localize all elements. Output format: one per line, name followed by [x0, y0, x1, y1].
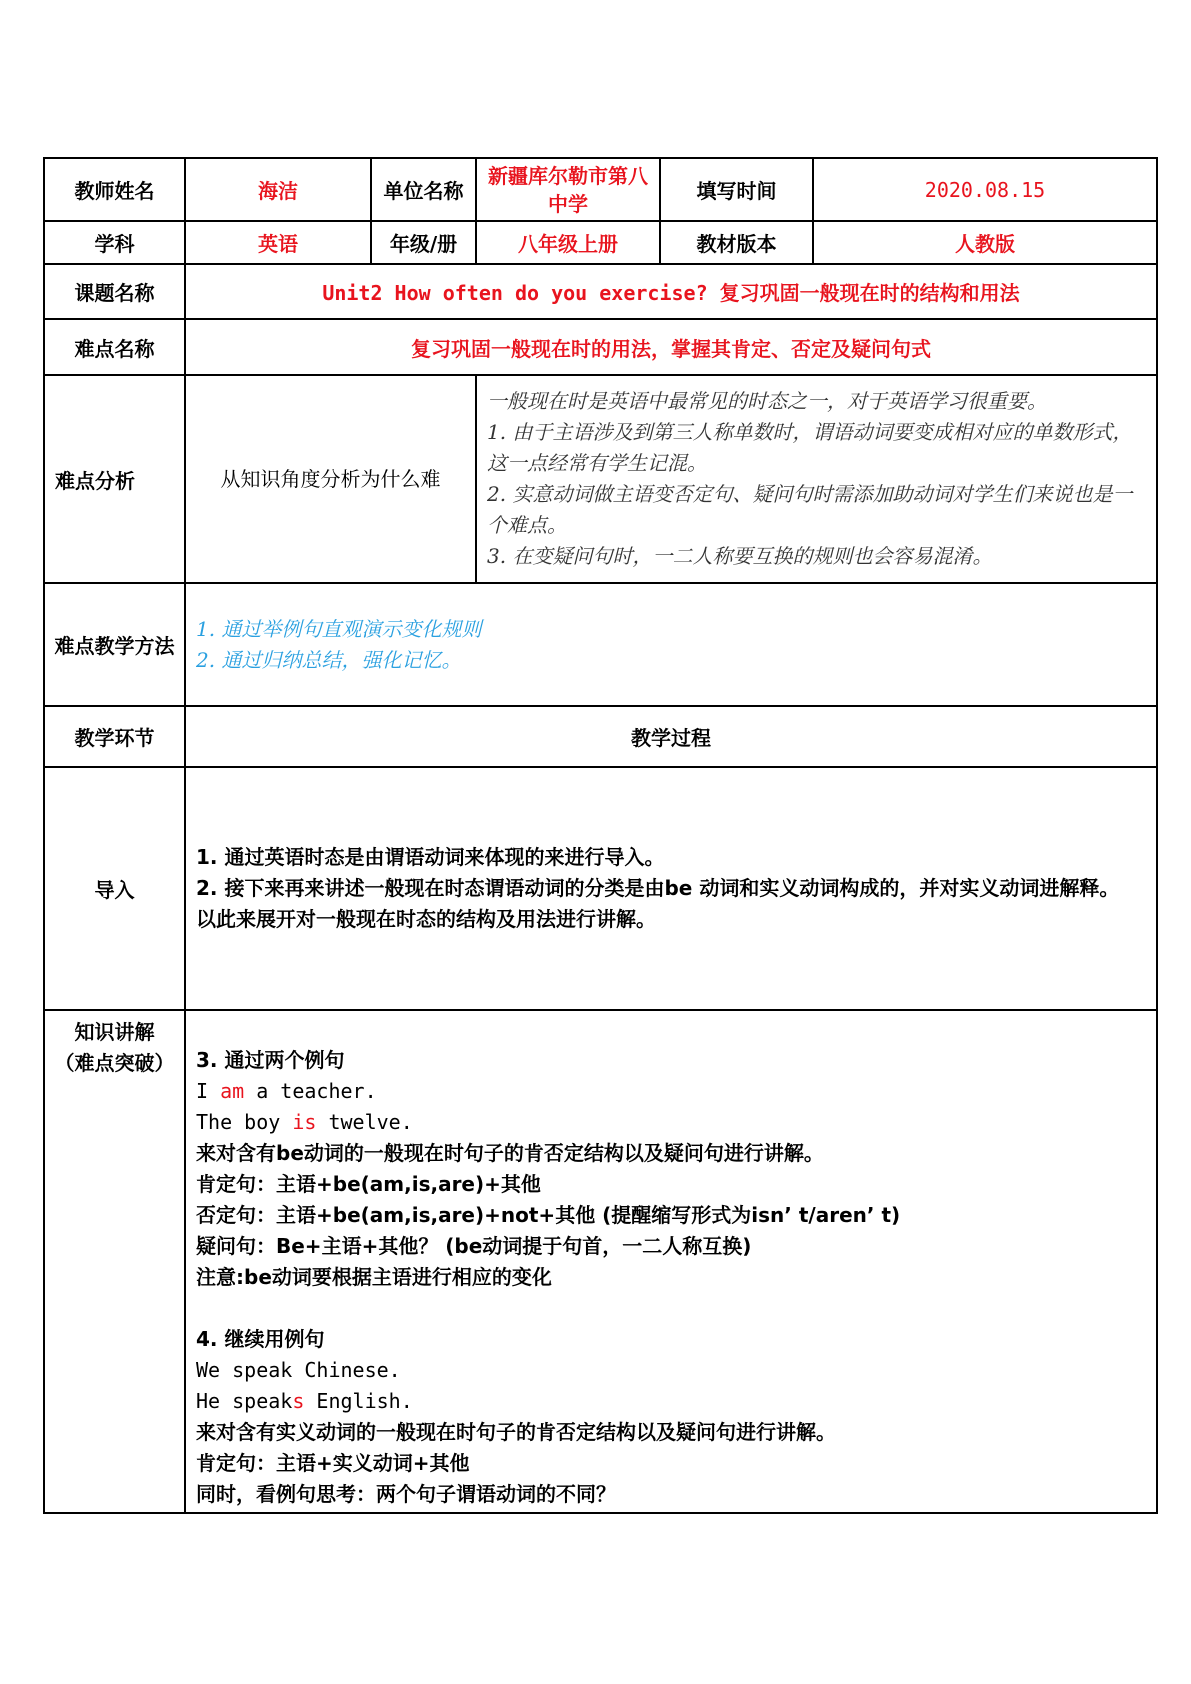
example-text: I — [196, 1079, 221, 1103]
teacher-value: 海洁 — [185, 158, 371, 221]
example-text: The boy — [196, 1110, 293, 1134]
verb-suffix-highlight: s — [292, 1389, 305, 1413]
example-sentence-4 — [196, 1386, 1146, 1417]
analysis-label: 难点分析 — [44, 375, 185, 583]
example-text: He speak — [196, 1389, 293, 1413]
difficulty-value: 复习巩固一般现在时的用法，掌握其肯定、否定及疑问句式 — [185, 319, 1157, 375]
analysis-line: 3. 在变疑问句时，一二人称要互换的规则也会容易混淆。 — [487, 544, 993, 568]
analysis-line: 一般现在时是英语中最常见的时态之一，对于英语学习很重要。 — [487, 389, 1047, 413]
example-text: twelve. — [316, 1110, 413, 1134]
header-row-2 — [44, 221, 1157, 264]
knowledge-label-1: 知识讲解 — [74, 1020, 155, 1044]
section-3-line: 疑问句：Be+主语+其他？ (be动词提于句首，一二人称互换) — [196, 1234, 752, 1258]
date-value: 2020.08.15 — [813, 158, 1157, 221]
edition-label: 教材版本 — [660, 221, 813, 264]
example-text: a teacher. — [244, 1079, 377, 1103]
edition-value: 人教版 — [813, 221, 1157, 264]
intro-line: 1. 通过英语时态是由谓语动词来体现的来进行导入。 — [196, 845, 665, 869]
analysis-sub-label: 从知识角度分析为什么难 — [185, 375, 476, 583]
section-3-line: 肯定句：主语+be(am,is,are)+其他 — [196, 1172, 541, 1196]
analysis-line: 1. 由于主语涉及到第三人称单数时，谓语动词要变成相对应的单数形式，这一点经常有学生记混。 — [487, 420, 1133, 475]
be-verb-highlight: am — [220, 1079, 245, 1103]
subject-label: 学科 — [44, 221, 185, 264]
intro-content — [185, 767, 1157, 1010]
method-item: 2. 通过归纳总结，强化记忆。 — [196, 647, 462, 672]
section-4-title: 4. 继续用例句 — [196, 1327, 325, 1351]
grade-value: 八年级上册 — [476, 221, 660, 264]
section-4-line: 肯定句：主语+实义动词+其他 — [196, 1451, 470, 1475]
section-3-line: 否定句：主语+be(am,is,are)+not+其他 (提醒缩写形式为isn’ t/aren’ t) — [196, 1203, 901, 1227]
topic-label: 课题名称 — [44, 264, 185, 319]
section-3-line: 来对含有be动词的一般现在时句子的肯否定结构以及疑问句进行讲解。 — [196, 1141, 824, 1165]
process-value: 教学过程 — [185, 706, 1157, 767]
date-label: 填写时间 — [660, 158, 813, 221]
example-sentence-1 — [196, 1076, 1146, 1107]
intro-row — [44, 767, 1157, 1010]
teacher-label: 教师姓名 — [44, 158, 185, 221]
topic-row — [44, 264, 1157, 319]
method-label: 难点教学方法 — [44, 583, 185, 706]
lesson-plan-page — [43, 157, 1156, 1514]
method-item: 1. 通过举例句直观演示变化规则 — [196, 616, 482, 641]
be-verb-highlight: is — [292, 1110, 317, 1134]
blank-line — [196, 1293, 1146, 1324]
section-4-line: 同时，看例句思考：两个句子谓语动词的不同？ — [196, 1482, 616, 1506]
intro-line: 以此来展开对一般现在时态的结构及用法进行讲解。 — [196, 907, 656, 931]
example-sentence-3: We speak Chinese. — [196, 1358, 401, 1382]
header-row-1 — [44, 158, 1157, 221]
subject-value: 英语 — [185, 221, 371, 264]
knowledge-label — [44, 1010, 185, 1513]
section-3-line: 注意:be动词要根据主语进行相应的变化 — [196, 1265, 552, 1289]
unit-value: 新疆库尔勒市第八中学 — [476, 158, 660, 221]
knowledge-content — [185, 1010, 1157, 1513]
process-header-row — [44, 706, 1157, 767]
process-label: 教学环节 — [44, 706, 185, 767]
analysis-content — [476, 375, 1157, 583]
method-row — [44, 583, 1157, 706]
example-text: English. — [304, 1389, 413, 1413]
section-3-title: 3. 通过两个例句 — [196, 1048, 345, 1072]
analysis-line: 2. 实意动词做主语变否定句、疑问句时需添加助动词对学生们来说也是一个难点。 — [487, 482, 1133, 537]
section-4-line: 来对含有实义动词的一般现在时句子的肯否定结构以及疑问句进行讲解。 — [196, 1420, 836, 1444]
method-content — [185, 583, 1157, 706]
difficulty-label: 难点名称 — [44, 319, 185, 375]
knowledge-label-2: （难点突破） — [54, 1051, 175, 1075]
grade-label: 年级/册 — [371, 221, 476, 264]
difficulty-row — [44, 319, 1157, 375]
lesson-plan-table — [43, 157, 1158, 1514]
unit-label: 单位名称 — [371, 158, 476, 221]
intro-line: 2. 接下来再来讲述一般现在时态谓语动词的分类是由be 动词和实义动词构成的，并对实义动词进解释。 — [196, 876, 1120, 900]
analysis-row — [44, 375, 1157, 583]
intro-label: 导入 — [44, 767, 185, 1010]
example-sentence-2 — [196, 1107, 1146, 1138]
knowledge-row — [44, 1010, 1157, 1513]
topic-value: Unit2 How often do you exercise? 复习巩固一般现在时的结构和用法 — [185, 264, 1157, 319]
